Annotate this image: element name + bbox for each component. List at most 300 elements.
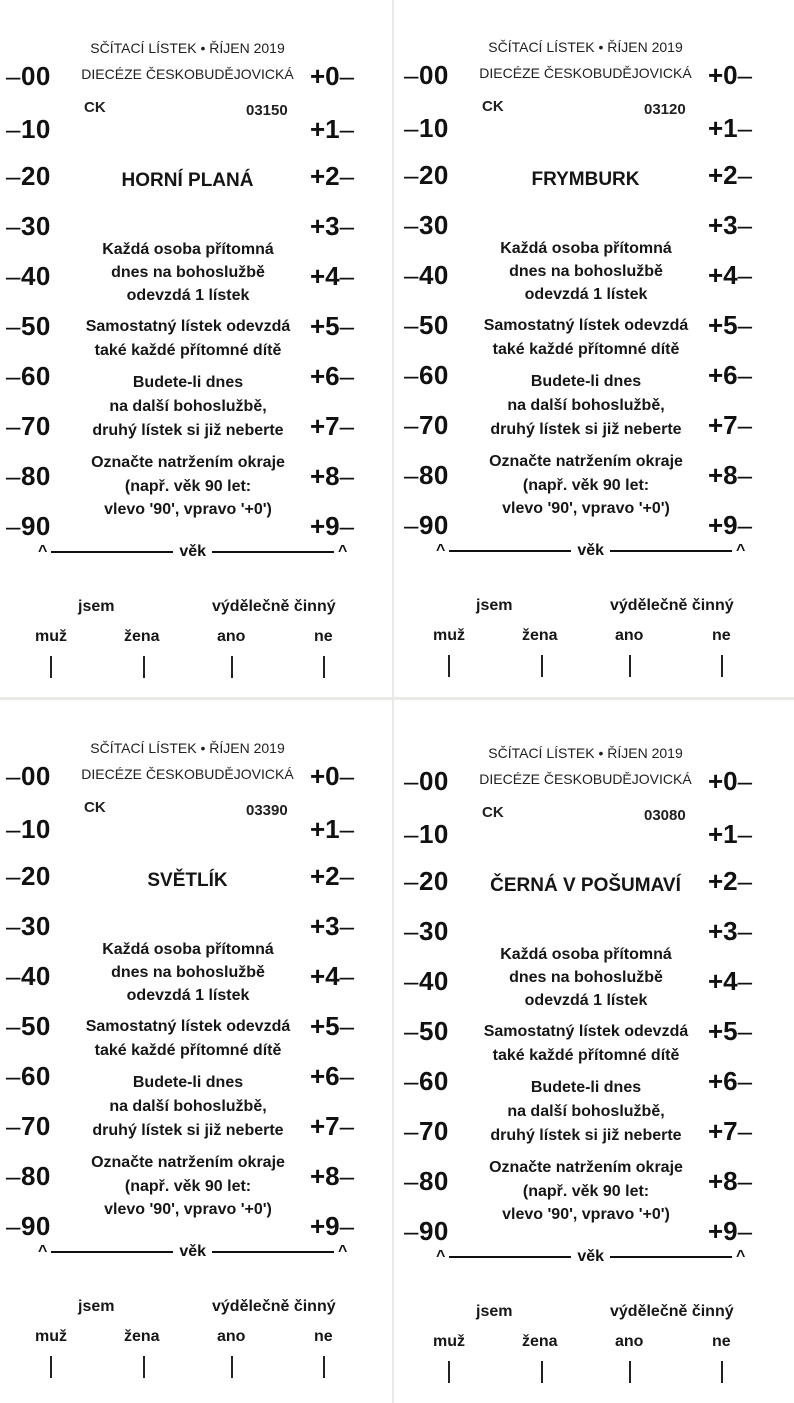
decade-number: 70 <box>20 411 51 441</box>
decade-number: 50 <box>418 1016 449 1046</box>
unit-number: +7 <box>310 1111 340 1141</box>
tear-tick[interactable] <box>231 656 233 678</box>
caret-left: ^ <box>38 1243 48 1260</box>
instruction-line6: Budete-li dnes <box>132 374 244 391</box>
tear-dash: – <box>6 511 21 541</box>
age-decade-mark[interactable] <box>6 361 51 392</box>
tear-dash: – <box>737 1116 753 1146</box>
age-label: věk <box>577 1248 605 1265</box>
tear-dash: – <box>339 161 355 191</box>
decade-number: 60 <box>20 1061 51 1091</box>
ballot-card <box>0 0 392 697</box>
ballot-card <box>394 0 794 697</box>
age-scale <box>436 542 745 560</box>
decade-number: 60 <box>418 360 449 390</box>
unit-number: +1 <box>708 113 738 143</box>
instruction-line7: na další bohoslužbě, <box>109 398 267 415</box>
decade-number: 50 <box>20 1011 51 1041</box>
tear-dash: – <box>737 210 753 240</box>
age-unit-mark[interactable] <box>708 766 752 797</box>
instruction-line8: druhý lístek si již neberte <box>92 422 284 439</box>
tear-tick[interactable] <box>448 655 450 677</box>
unit-number: +0 <box>708 766 738 796</box>
age-unit-mark[interactable] <box>708 1066 752 1097</box>
age-decade-mark[interactable] <box>404 819 449 850</box>
tear-dash: – <box>737 260 753 290</box>
age-decade-mark[interactable] <box>6 211 51 242</box>
tear-dash: – <box>6 1111 21 1141</box>
tear-dash: – <box>6 1061 21 1091</box>
instruction-line1: Každá osoba přítomná <box>500 240 672 257</box>
tear-tick[interactable] <box>629 655 631 677</box>
age-unit-mark[interactable] <box>310 911 354 942</box>
age-unit-mark[interactable] <box>310 1211 354 1242</box>
unit-number: +4 <box>310 261 340 291</box>
tear-dash: – <box>6 911 21 941</box>
age-unit-mark[interactable] <box>708 160 752 191</box>
tear-dash: – <box>737 766 753 796</box>
age-unit-mark[interactable] <box>310 361 354 392</box>
decade-number: 40 <box>418 260 449 290</box>
instruction-line8: druhý lístek si již neberte <box>490 421 682 438</box>
ck-label: CK <box>84 799 106 816</box>
age-unit-mark[interactable] <box>708 460 752 491</box>
age-unit-mark[interactable] <box>708 360 752 391</box>
instruction-line3: odevzdá 1 lístek <box>126 287 250 304</box>
age-unit-mark[interactable] <box>310 114 354 145</box>
decade-number: 90 <box>418 1216 449 1246</box>
age-decade-mark[interactable] <box>6 261 51 292</box>
unit-number: +4 <box>310 961 340 991</box>
decade-number: 40 <box>20 261 51 291</box>
age-decade-mark[interactable] <box>6 761 51 792</box>
tear-tick[interactable] <box>448 1361 450 1383</box>
unit-number: +9 <box>708 1216 738 1246</box>
tear-tick[interactable] <box>323 1356 325 1378</box>
decade-number: 50 <box>418 310 449 340</box>
age-unit-mark[interactable] <box>708 113 752 144</box>
unit-number: +3 <box>310 911 340 941</box>
unit-number: +8 <box>310 1161 340 1191</box>
tear-dash: – <box>737 966 753 996</box>
age-unit-mark[interactable] <box>708 260 752 291</box>
caret-right: ^ <box>736 1248 746 1265</box>
age-decade-mark[interactable] <box>404 360 449 391</box>
age-unit-mark[interactable] <box>310 1161 354 1192</box>
tear-tick[interactable] <box>541 1361 543 1383</box>
tear-dash: – <box>339 361 355 391</box>
age-unit-mark[interactable] <box>310 861 354 892</box>
age-unit-mark[interactable] <box>708 966 752 997</box>
age-decade-mark[interactable] <box>404 866 449 897</box>
option-muz[interactable]: muž <box>433 1333 465 1350</box>
instruction-line5: také každé přítomné dítě <box>94 1042 282 1059</box>
age-label: věk <box>179 543 207 560</box>
unit-number: +2 <box>708 866 738 896</box>
tear-dash: – <box>404 1166 419 1196</box>
age-line-left <box>51 1251 173 1253</box>
tear-dash: – <box>404 766 419 796</box>
age-unit-mark[interactable] <box>310 211 354 242</box>
instruction-line6: Budete-li dnes <box>530 373 642 390</box>
tear-tick[interactable] <box>721 655 723 677</box>
tear-dash: – <box>339 114 355 144</box>
jsem-label: jsem <box>476 1303 513 1320</box>
header-title: SČÍTACÍ LÍSTEK • ŘÍJEN 2019 <box>90 40 285 56</box>
instruction-line1: Každá osoba přítomná <box>102 941 274 958</box>
unit-number: +6 <box>708 1066 738 1096</box>
tear-dash: – <box>6 1161 21 1191</box>
tear-dash: – <box>404 60 419 90</box>
instruction-line8: druhý lístek si již neberte <box>92 1122 284 1139</box>
instruction-line7: na další bohoslužbě, <box>507 397 665 414</box>
age-line-left <box>449 550 571 552</box>
tear-dash: – <box>339 411 355 441</box>
tear-dash: – <box>404 310 419 340</box>
decade-number: 30 <box>418 210 449 240</box>
unit-number: +0 <box>310 761 340 791</box>
decade-number: 10 <box>20 814 51 844</box>
unit-number: +2 <box>310 161 340 191</box>
unit-number: +7 <box>708 1116 738 1146</box>
age-decade-mark[interactable] <box>404 160 449 191</box>
age-decade-mark[interactable] <box>404 260 449 291</box>
instruction-line3: odevzdá 1 lístek <box>126 987 250 1004</box>
unit-number: +0 <box>708 60 738 90</box>
decade-number: 80 <box>20 1161 51 1191</box>
decade-number: 90 <box>20 511 51 541</box>
tear-tick[interactable] <box>231 1356 233 1378</box>
decade-number: 90 <box>418 510 449 540</box>
earning-label: výdělečně činný <box>212 1298 336 1315</box>
instruction-line6: Budete-li dnes <box>530 1079 642 1096</box>
tear-dash: – <box>339 1111 355 1141</box>
age-unit-mark[interactable] <box>708 916 752 947</box>
tear-dash: – <box>339 211 355 241</box>
unit-number: +1 <box>310 114 340 144</box>
unit-number: +3 <box>708 916 738 946</box>
unit-number: +7 <box>310 411 340 441</box>
age-unit-mark[interactable] <box>310 311 354 342</box>
tear-dash: – <box>737 510 753 540</box>
age-unit-mark[interactable] <box>310 461 354 492</box>
tear-dash: – <box>737 819 753 849</box>
tear-tick[interactable] <box>50 656 52 678</box>
tear-dash: – <box>6 861 21 891</box>
decade-number: 40 <box>418 966 449 996</box>
age-decade-mark[interactable] <box>404 1116 449 1147</box>
age-decade-mark[interactable] <box>6 311 51 342</box>
parish-name: ČERNÁ V POŠUMAVÍ <box>490 875 681 896</box>
caret-right: ^ <box>338 543 348 560</box>
instruction-line10: (např. věk 90 let: <box>124 1178 252 1195</box>
age-unit-mark[interactable] <box>708 1116 752 1147</box>
age-decade-mark[interactable] <box>404 510 449 541</box>
caret-left: ^ <box>436 1248 446 1265</box>
tear-dash: – <box>737 360 753 390</box>
age-unit-mark[interactable] <box>708 410 752 441</box>
tear-dash: – <box>737 310 753 340</box>
tear-dash: – <box>6 61 21 91</box>
decade-number: 00 <box>20 761 51 791</box>
tear-dash: – <box>339 814 355 844</box>
card-code: 03120 <box>644 101 686 118</box>
instruction-line11: vlevo '90', vpravo '+0') <box>502 1206 670 1223</box>
age-decade-mark[interactable] <box>6 114 51 145</box>
option-zena[interactable]: žena <box>522 1333 558 1350</box>
age-decade-mark[interactable] <box>6 1011 51 1042</box>
tear-dash: – <box>339 861 355 891</box>
unit-number: +8 <box>310 461 340 491</box>
age-decade-mark[interactable] <box>404 210 449 241</box>
instruction-line9: Označte natržením okraje <box>91 1154 285 1171</box>
tear-dash: – <box>6 1211 21 1241</box>
age-unit-mark[interactable] <box>310 814 354 845</box>
option-ne[interactable]: ne <box>712 1333 731 1350</box>
unit-number: +9 <box>310 511 340 541</box>
age-unit-mark[interactable] <box>310 161 354 192</box>
decade-number: 50 <box>20 311 51 341</box>
instruction-line8: druhý lístek si již neberte <box>490 1127 682 1144</box>
ballot-card <box>394 700 794 1403</box>
age-line-right <box>610 1256 732 1258</box>
option-muz[interactable]: muž <box>35 1328 67 1345</box>
instruction-line10: (např. věk 90 let: <box>522 477 650 494</box>
decade-number: 00 <box>20 61 51 91</box>
decade-number: 60 <box>418 1066 449 1096</box>
age-unit-mark[interactable] <box>708 819 752 850</box>
decade-number: 10 <box>418 113 449 143</box>
tear-dash: – <box>737 1216 753 1246</box>
option-ne[interactable]: ne <box>314 1328 333 1345</box>
age-decade-mark[interactable] <box>404 1016 449 1047</box>
tear-tick[interactable] <box>323 656 325 678</box>
ck-label: CK <box>482 804 504 821</box>
age-decade-mark[interactable] <box>6 411 51 442</box>
instruction-line11: vlevo '90', vpravo '+0') <box>104 501 272 518</box>
age-unit-mark[interactable] <box>310 261 354 292</box>
age-decade-mark[interactable] <box>404 1166 449 1197</box>
instruction-line3: odevzdá 1 lístek <box>524 286 648 303</box>
age-unit-mark[interactable] <box>708 310 752 341</box>
tear-dash: – <box>404 1116 419 1146</box>
unit-number: +8 <box>708 1166 738 1196</box>
option-muz[interactable]: muž <box>433 627 465 644</box>
age-unit-mark[interactable] <box>708 1166 752 1197</box>
age-unit-mark[interactable] <box>310 961 354 992</box>
age-decade-mark[interactable] <box>404 460 449 491</box>
instruction-line2: dnes na bohoslužbě <box>509 969 663 986</box>
instruction-line2: dnes na bohoslužbě <box>509 263 663 280</box>
unit-number: +4 <box>708 260 738 290</box>
decade-number: 90 <box>20 1211 51 1241</box>
age-decade-mark[interactable] <box>404 966 449 997</box>
unit-number: +1 <box>310 814 340 844</box>
decade-number: 70 <box>418 410 449 440</box>
earning-label: výdělečně činný <box>212 598 336 615</box>
tear-tick[interactable] <box>143 656 145 678</box>
unit-number: +6 <box>708 360 738 390</box>
age-decade-mark[interactable] <box>6 911 51 942</box>
ck-label: CK <box>84 99 106 116</box>
unit-number: +3 <box>708 210 738 240</box>
decade-number: 80 <box>418 1166 449 1196</box>
option-ano[interactable]: ano <box>217 1328 246 1345</box>
tear-tick[interactable] <box>541 655 543 677</box>
tear-dash: – <box>6 161 21 191</box>
unit-number: +7 <box>708 410 738 440</box>
age-line-left <box>449 1256 571 1258</box>
age-unit-mark[interactable] <box>310 1011 354 1042</box>
tear-dash: – <box>404 210 419 240</box>
tear-tick[interactable] <box>721 1361 723 1383</box>
age-decade-mark[interactable] <box>6 161 51 192</box>
tear-dash: – <box>339 261 355 291</box>
header-title: SČÍTACÍ LÍSTEK • ŘÍJEN 2019 <box>90 740 285 756</box>
instruction-line1: Každá osoba přítomná <box>102 241 274 258</box>
age-decade-mark[interactable] <box>404 60 449 91</box>
option-zena[interactable]: žena <box>124 628 160 645</box>
unit-number: +6 <box>310 1061 340 1091</box>
tear-dash: – <box>6 211 21 241</box>
tear-dash: – <box>737 916 753 946</box>
tear-dash: – <box>404 916 419 946</box>
decade-number: 60 <box>20 361 51 391</box>
tear-tick[interactable] <box>629 1361 631 1383</box>
decade-number: 40 <box>20 961 51 991</box>
tear-dash: – <box>339 761 355 791</box>
age-unit-mark[interactable] <box>310 511 354 542</box>
age-unit-mark[interactable] <box>310 1111 354 1142</box>
tear-dash: – <box>404 510 419 540</box>
age-decade-mark[interactable] <box>6 1111 51 1142</box>
option-ano[interactable]: ano <box>217 628 246 645</box>
age-unit-mark[interactable] <box>310 61 354 92</box>
tear-dash: – <box>404 1216 419 1246</box>
option-muz[interactable]: muž <box>35 628 67 645</box>
age-decade-mark[interactable] <box>404 916 449 947</box>
unit-number: +5 <box>708 310 738 340</box>
unit-number: +5 <box>310 311 340 341</box>
decade-number: 30 <box>20 211 51 241</box>
header-title: SČÍTACÍ LÍSTEK • ŘÍJEN 2019 <box>488 39 683 55</box>
unit-number: +5 <box>708 1016 738 1046</box>
unit-number: +1 <box>708 819 738 849</box>
earning-label: výdělečně činný <box>610 597 734 614</box>
instruction-line2: dnes na bohoslužbě <box>111 964 265 981</box>
option-ne[interactable]: ne <box>314 628 333 645</box>
option-ano[interactable]: ano <box>615 627 644 644</box>
earning-label: výdělečně činný <box>610 1303 734 1320</box>
age-scale <box>38 543 347 561</box>
decade-number: 10 <box>20 114 51 144</box>
unit-number: +4 <box>708 966 738 996</box>
option-ne[interactable]: ne <box>712 627 731 644</box>
caret-right: ^ <box>338 1243 348 1260</box>
age-unit-mark[interactable] <box>708 60 752 91</box>
instruction-line4: Samostatný lístek odevzdá <box>483 317 689 334</box>
tear-dash: – <box>404 1066 419 1096</box>
age-decade-mark[interactable] <box>6 861 51 892</box>
age-unit-mark[interactable] <box>708 1216 752 1247</box>
age-decade-mark[interactable] <box>6 961 51 992</box>
caret-left: ^ <box>38 543 48 560</box>
tear-dash: – <box>339 911 355 941</box>
age-line-right <box>610 550 732 552</box>
unit-number: +0 <box>310 61 340 91</box>
option-zena[interactable]: žena <box>124 1328 160 1345</box>
age-decade-mark[interactable] <box>6 61 51 92</box>
tear-dash: – <box>339 461 355 491</box>
tear-dash: – <box>339 1061 355 1091</box>
age-unit-mark[interactable] <box>708 866 752 897</box>
age-unit-mark[interactable] <box>310 761 354 792</box>
age-decade-mark[interactable] <box>404 410 449 441</box>
parish-name: HORNÍ PLANÁ <box>121 170 254 191</box>
age-decade-mark[interactable] <box>6 511 51 542</box>
age-unit-mark[interactable] <box>708 1016 752 1047</box>
instruction-line1: Každá osoba přítomná <box>500 946 672 963</box>
age-unit-mark[interactable] <box>708 510 752 541</box>
header-title: SČÍTACÍ LÍSTEK • ŘÍJEN 2019 <box>488 745 683 761</box>
age-decade-mark[interactable] <box>404 766 449 797</box>
age-decade-mark[interactable] <box>6 1061 51 1092</box>
tear-tick[interactable] <box>50 1356 52 1378</box>
age-decade-mark[interactable] <box>404 1216 449 1247</box>
option-zena[interactable]: žena <box>522 627 558 644</box>
instruction-line9: Označte natržením okraje <box>91 454 285 471</box>
tear-dash: – <box>339 1211 355 1241</box>
tear-dash: – <box>6 411 21 441</box>
tear-dash: – <box>737 1016 753 1046</box>
decade-number: 20 <box>20 861 51 891</box>
age-decade-mark[interactable] <box>404 113 449 144</box>
age-decade-mark[interactable] <box>404 310 449 341</box>
age-decade-mark[interactable] <box>6 1211 51 1242</box>
header-diocese: DIECÉZE ČESKOBUDĚJOVICKÁ <box>81 766 294 782</box>
age-unit-mark[interactable] <box>708 210 752 241</box>
tear-dash: – <box>404 160 419 190</box>
unit-number: +2 <box>708 160 738 190</box>
tear-dash: – <box>6 814 21 844</box>
decade-number: 80 <box>418 460 449 490</box>
age-label: věk <box>179 1243 207 1260</box>
card-code: 03390 <box>246 802 288 819</box>
tear-dash: – <box>339 1011 355 1041</box>
instruction-line4: Samostatný lístek odevzdá <box>85 318 291 335</box>
parish-name: FRYMBURK <box>531 169 640 190</box>
age-unit-mark[interactable] <box>310 411 354 442</box>
header-diocese: DIECÉZE ČESKOBUDĚJOVICKÁ <box>479 65 692 81</box>
decade-number: 10 <box>418 819 449 849</box>
age-decade-mark[interactable] <box>6 814 51 845</box>
age-decade-mark[interactable] <box>404 1066 449 1097</box>
decade-number: 00 <box>418 60 449 90</box>
instruction-line11: vlevo '90', vpravo '+0') <box>104 1201 272 1218</box>
option-ano[interactable]: ano <box>615 1333 644 1350</box>
instruction-line4: Samostatný lístek odevzdá <box>483 1023 689 1040</box>
age-unit-mark[interactable] <box>310 1061 354 1092</box>
header-diocese: DIECÉZE ČESKOBUDĚJOVICKÁ <box>81 66 294 82</box>
tear-dash: – <box>404 1016 419 1046</box>
tear-tick[interactable] <box>143 1356 145 1378</box>
decade-number: 00 <box>418 766 449 796</box>
age-decade-mark[interactable] <box>6 461 51 492</box>
age-decade-mark[interactable] <box>6 1161 51 1192</box>
instruction-line4: Samostatný lístek odevzdá <box>85 1018 291 1035</box>
tear-dash: – <box>6 361 21 391</box>
instruction-line9: Označte natržením okraje <box>489 1159 683 1176</box>
